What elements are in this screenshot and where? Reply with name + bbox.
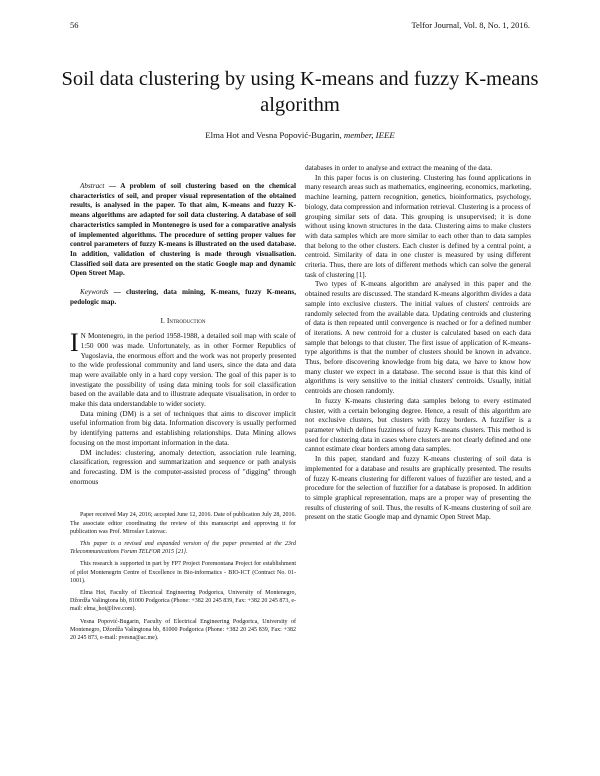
right-column [305,164,531,523]
drop-cap: I [70,328,79,358]
intro-paragraph-2: Data mining (DM) is a set of techniques that aims to discover implicit useful information from big data. Information discovery is usually performed by identifying patterns and establishing relationships. Data Mining allows focusing on the most important information in the data. [70,409,296,447]
abstract-label: Abstract [80,182,105,190]
abstract [70,182,296,279]
keywords [70,288,296,307]
section-heading-introduction: I. Introduction [160,316,206,326]
footnote-author-2: Vesna Popović-Bugarin, Faculty of Electrical Engineering Podgorica, University of Montenegro, Džordža Vašingtona bb, 81000 Podgorica (Phone: +382 20 245 839, Fax: +382 20 245 873, e-mail: pvesna@ac.me). [70,618,296,642]
page-number: 56 [70,20,79,30]
intro-paragraph-3: DM includes: clustering, anomaly detection, association rule learning, classification, regression and summarization and sequence or path analysis and forecasting. DM is the computer-assisted process of "digging" through enormous [70,448,296,486]
abstract-text: — A problem of soil clustering based on the chemical characteristics of soil, and proper visual representation of the obtained results, is analysed in the paper. To that aim, K-means and fuzzy K-means algorithms are adapted for soil data clustering. A database of soil characteristics sampled in Montenegro is used for a comparative analysis of implemented algorithms. The procedure of setting proper values for control parameters of fuzzy K-means is illustrated on the used database. In addition, validation of clustering is made through visualisation. Classified soil data are presented on the static Google map and dynamic Open Street Map. [70,182,296,278]
right-paragraph-1: In this paper focus is on clustering. Clustering has found applications in many research areas such as mathematics, engineering, economics, marketing, machine learning, pattern recognition, genetics, bioinformatics, psychology, biology, data compression and information retrieval. Clustering is a process of grouping similar sets of data. This grouping is unsupervised; it is done without using known structures in the data. Clustering aims to make clusters with data samples which are more similar to each other than to data samples that belong to the other clusters. Each cluster is defined by a central point, a centroid. Similarity of data in one cluster is measured by using different criteria. Thus, there are lots of different methods which can solve the general task of clustering [1]. [305,173,531,279]
journal-header: Telfor Journal, Vol. 8, No. 1, 2016. [411,20,530,30]
intro-paragraph-1 [70,328,296,410]
author-role: member, IEEE [343,130,395,140]
authors [60,130,540,140]
right-paragraph-0: databases in order to analyse and extract the meaning of the data. [305,164,493,172]
keywords-text: — clustering, data mining, K-means, fuzzy K-means, pedologic map. [70,288,296,306]
paper-title: Soil data clustering by using K-means and fuzzy K-means algorithm [61,68,539,116]
right-paragraph-2: Two types of K-means algorithm are analysed in this paper and the obtained results are discussed. The standard K-means algorithm divides a data sample into exclusive clusters. The initial values of clusters' centroids are randomly selected from the available data. Updating centroids and clustering of data is then repeated until convergence is reached or for a defined number of iterations. A new centroid for a cluster is calculated based on each data sample that belongs to that cluster. The first issue of application of K-means-type algorithms is that the number of clusters should be known in advance. Thus, before discovering knowledge from big data, we have to know how many cluster we expect in a database. The second issue is that this kind of algorithms is very sensitive to the initial clusters' centroids. Usually, initial centroids are chosen randomly. [305,280,531,396]
footnote-received: Paper received May 24, 2016; accepted June 12, 2016. Date of publication July 28, 2016. The associate editor coordinating the review of this manuscript and approving it for publication was Prof. Miroslav Lutovac. [70,512,296,535]
author-names: Elma Hot and Vesna Popović-Bugarin, [205,130,344,140]
left-column [70,182,296,642]
intro-paragraph-1-text: N Montenegro, in the period 1958-1988, a detailed soil map with scale of 1:50 000 was made. Unfortunately, as in other Former Republics of Yugoslavia, the enormous effort and the work was not properly presented to the wide professional community and land users, since the data and data map were available only in a hard copy version. The goal of this paper is to investigate the possibility of using data mining tools for soil classification based on the available data and to illustrate adequate visualisation, in order to make this data understandable to wider society. [70,332,296,409]
right-paragraph-3: In fuzzy K-means clustering data samples belong to every estimated cluster, with a certain belonging degree. Hence, a result of this algorithm are not exclusive clusters, but clusters with fuzzy borders. A fuzzifier is a parameter which defines fuzziness of fuzzy K-means clusters. This method is used for clustering data in cases where clusters are not clearly defined and one cannot estimate clear borders among data samples. [305,396,531,454]
right-paragraph-4: In this paper, standard and fuzzy K-means clustering of soil data is implemented for a database and results are graphically presented. The results of fuzzy K-means clustering for different values of fuzzifier are tested, and a procedure for the selection of fuzzifier for a database is proposed. In addition to simple graphical representation, maps are a proper way of presenting the results of clustering of soil. Thus, the results of K-means clustering of soil are present on the static Google map and dynamic Open Street Map. [305,455,531,522]
footnote-author-1: Elma Hot, Faculty of Electrical Engineering Podgorica, University of Montenegro, Džordža Vašingtona bb, 81000 Podgorica (Phone: +382 20 245 839, Fax: +382 20 245 873, e-mail: elma_hot@live.com). [70,590,296,613]
footnote-support: This research is supported in part by FP7 Project Foremontana Project for establishment of pilot Montenegrin Centre of Excellence in Bio-informatics - BIO-ICT (Contract No. 01-1001). [70,561,296,584]
keywords-label: Keywords [80,288,109,297]
footnote-revised: This paper is a revised and expanded version of the paper presented at the 23rd Telecommunications Forum TELFOR 2015 [21]. [70,541,296,556]
